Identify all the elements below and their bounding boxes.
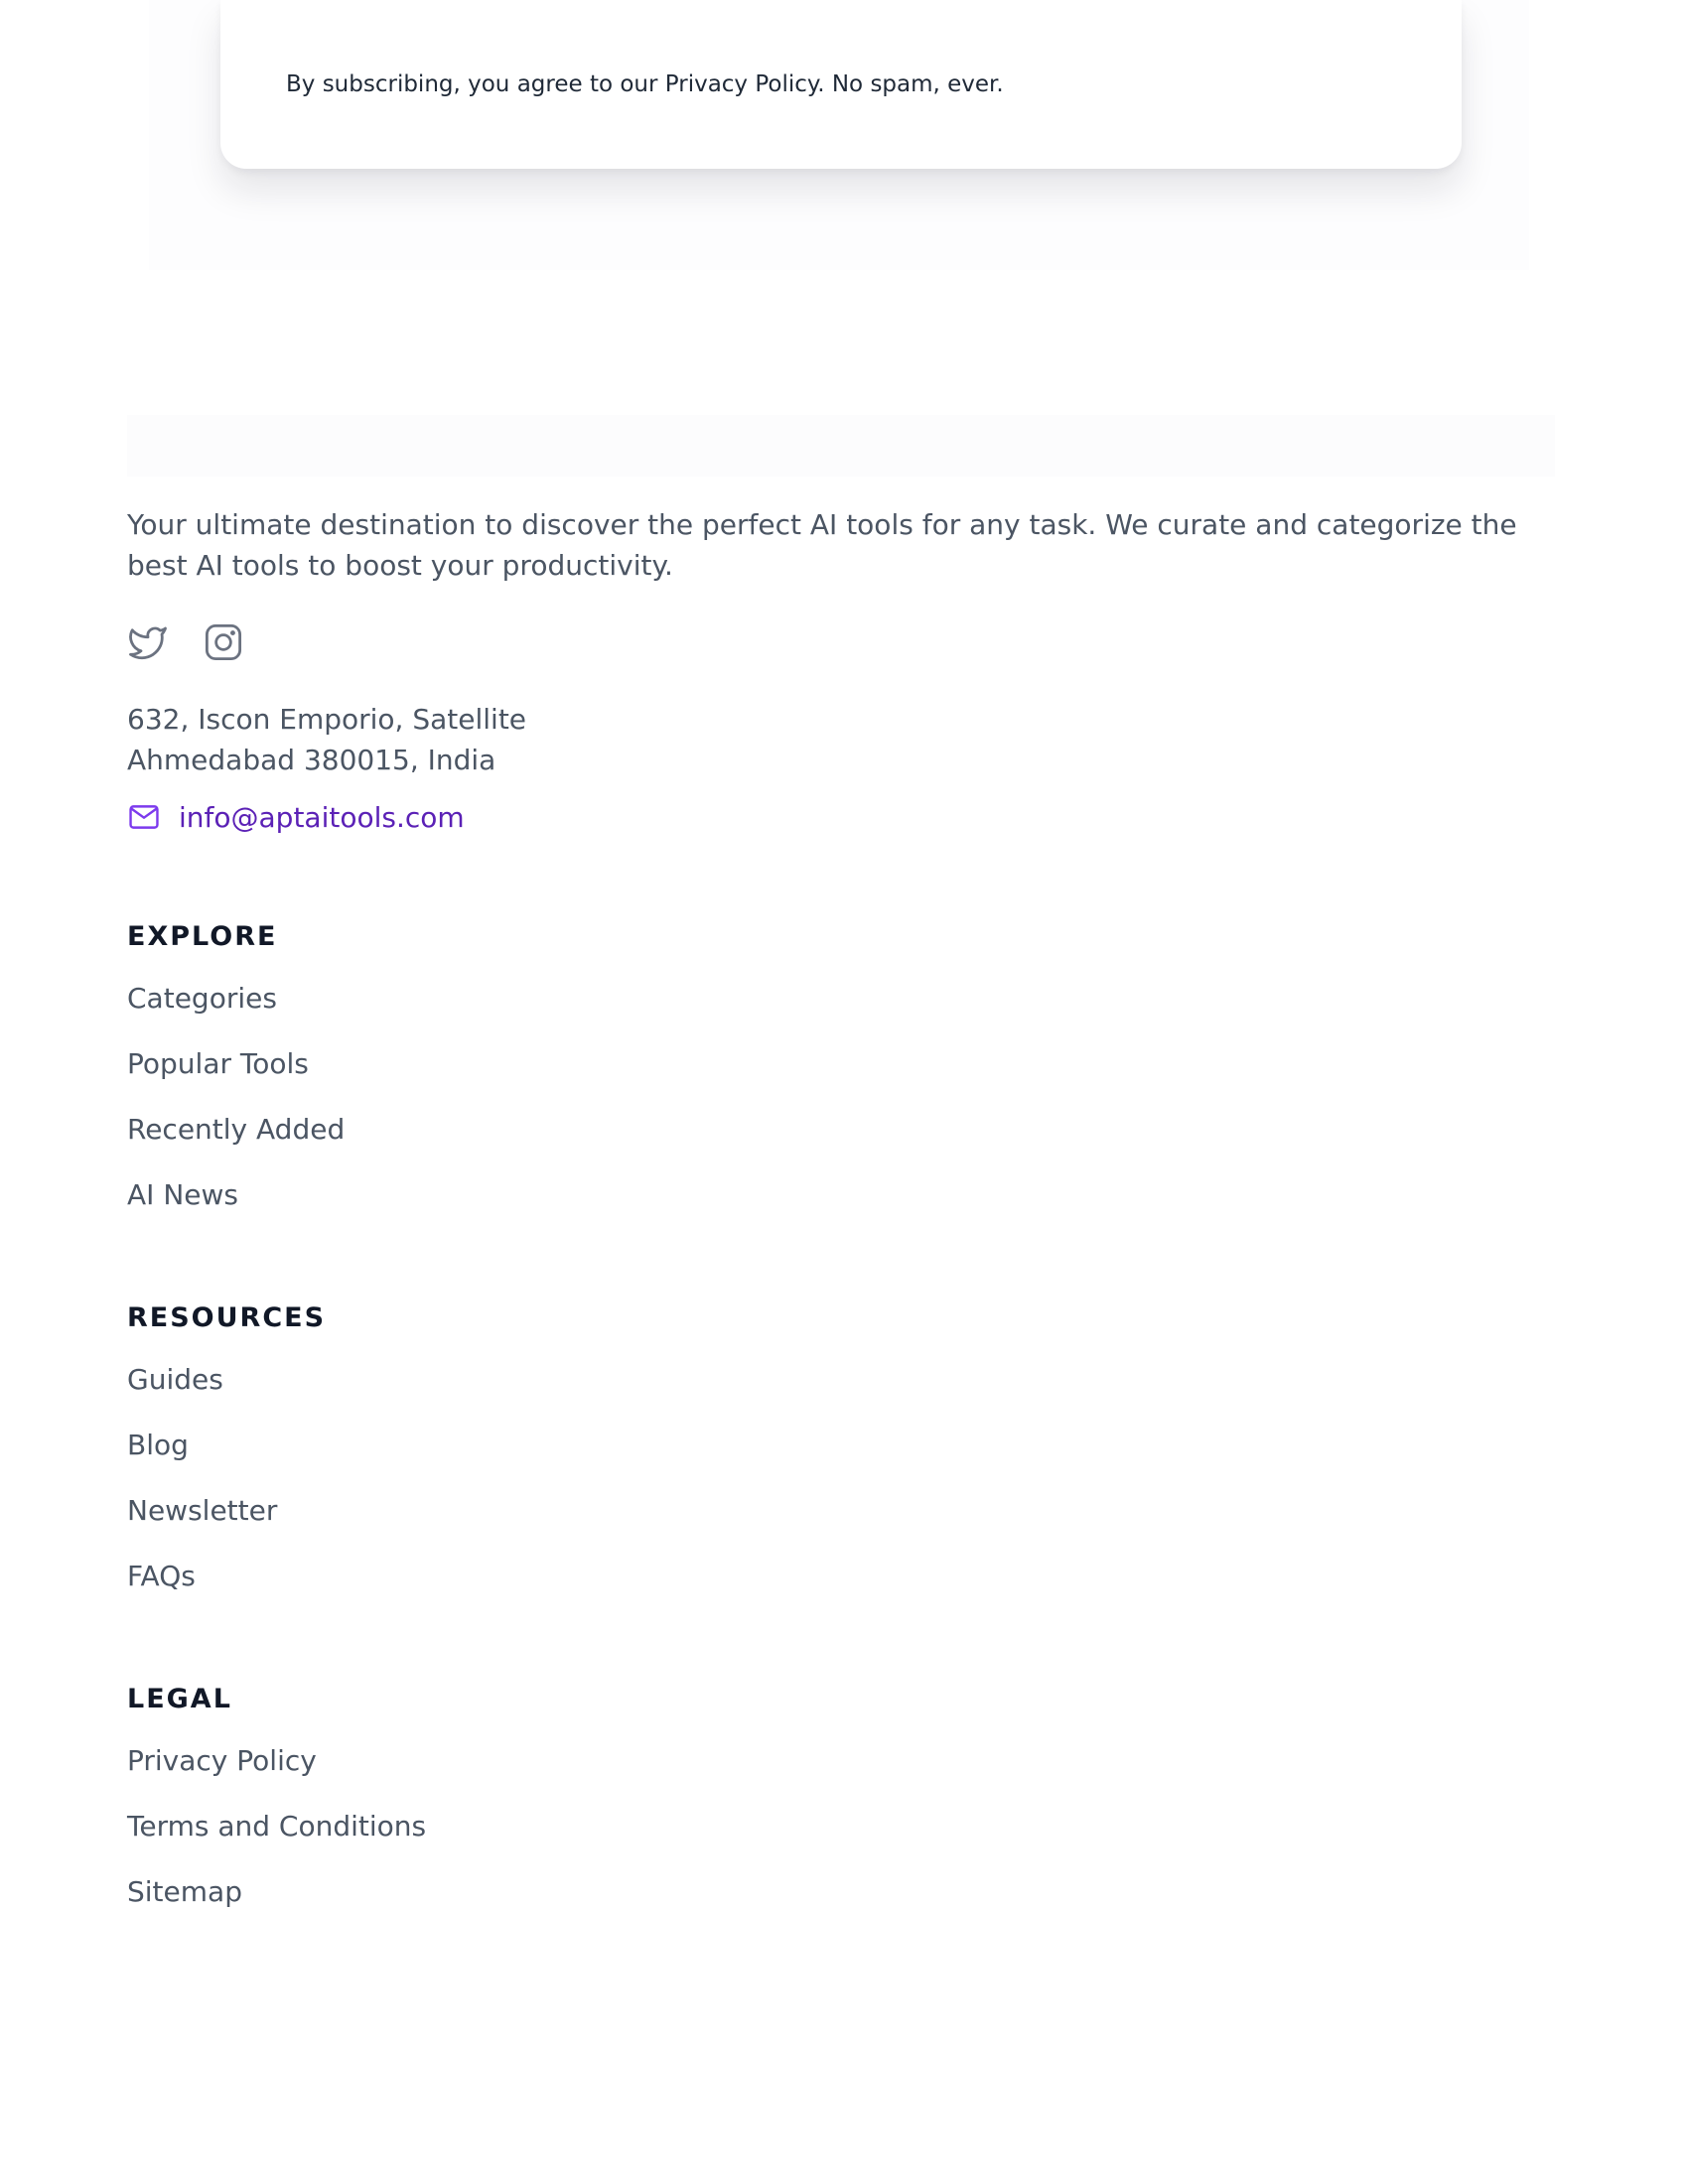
newsletter-privacy-note: By subscribing, you agree to our Privacy Policy. No spam, ever. xyxy=(286,71,1004,97)
guides-link[interactable]: Guides xyxy=(127,1363,223,1396)
email-link[interactable]: info@aptaitools.com xyxy=(179,800,465,834)
faqs-link[interactable]: FAQs xyxy=(127,1560,196,1592)
popular-tools-link[interactable]: Popular Tools xyxy=(127,1047,309,1080)
legal-heading: LEGAL xyxy=(127,1684,232,1714)
instagram-link[interactable] xyxy=(203,621,244,663)
legal-links xyxy=(127,1743,1557,1940)
recently-added-link[interactable]: Recently Added xyxy=(127,1113,346,1146)
sitemap-link[interactable]: Sitemap xyxy=(127,1875,242,1908)
twitter-link[interactable] xyxy=(127,621,169,663)
newsletter-link[interactable]: Newsletter xyxy=(127,1494,278,1527)
resources-links xyxy=(127,1362,1557,1624)
resources-section xyxy=(127,1300,1557,1624)
footer-email xyxy=(127,796,1557,838)
ai-news-link[interactable]: AI News xyxy=(127,1178,238,1211)
explore-heading: EXPLORE xyxy=(127,921,278,952)
blog-link[interactable]: Blog xyxy=(127,1429,189,1461)
social-links xyxy=(127,621,1557,663)
explore-section xyxy=(127,919,1557,1243)
privacy-policy-link[interactable]: Privacy Policy xyxy=(127,1744,317,1777)
legal-section xyxy=(127,1682,1557,1940)
explore-links xyxy=(127,981,1557,1243)
resources-heading: RESOURCES xyxy=(127,1302,327,1333)
footer-logo-placeholder xyxy=(127,415,1555,477)
address-line-1: 632, Iscon Emporio, Satellite xyxy=(127,703,527,736)
newsletter-card xyxy=(220,0,1462,169)
categories-link[interactable]: Categories xyxy=(127,982,277,1015)
mail-icon xyxy=(127,800,161,834)
twitter-icon xyxy=(127,621,169,663)
address-line-2: Ahmedabad 380015, India xyxy=(127,744,496,776)
instagram-icon xyxy=(203,621,244,663)
footer-address xyxy=(127,699,1557,780)
site-footer xyxy=(127,504,1557,1940)
footer-tagline: Your ultimate destination to discover the perfect AI tools for any task. We curate and categorize the best AI tools to boost your productivity. xyxy=(127,508,1517,582)
terms-and-conditions-link[interactable]: Terms and Conditions xyxy=(127,1810,427,1843)
